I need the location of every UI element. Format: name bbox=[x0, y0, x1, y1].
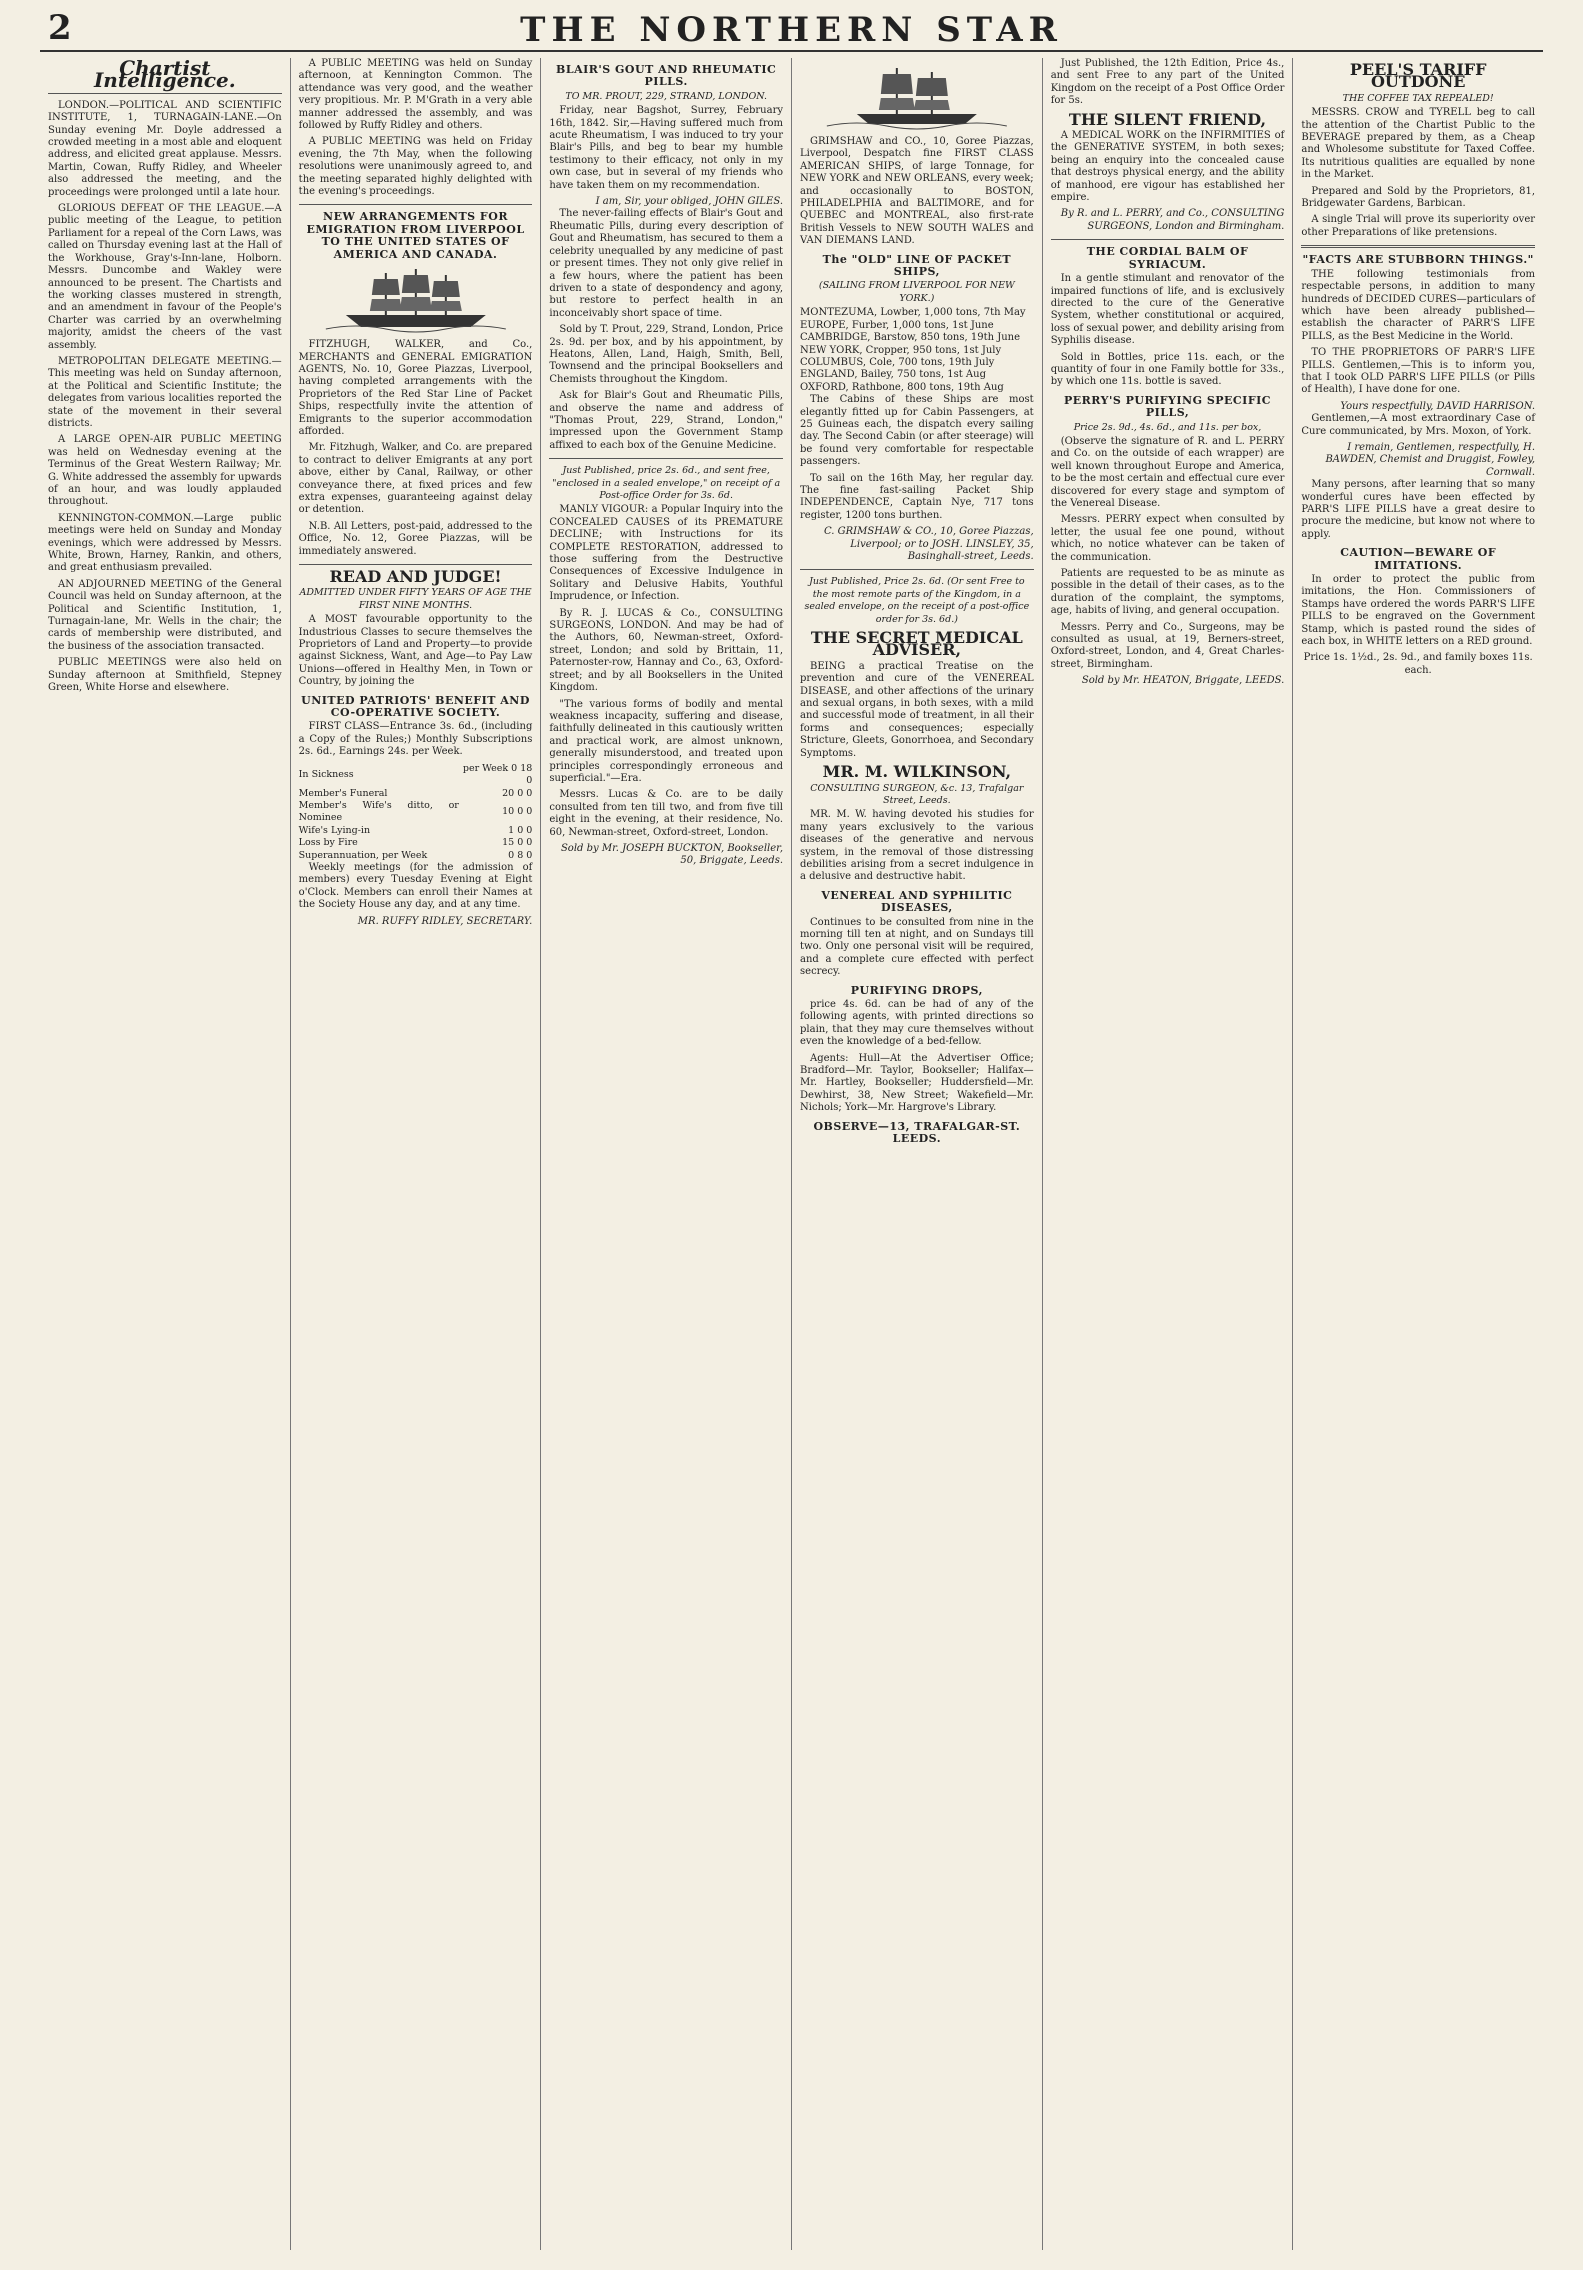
table-row: Loss by Fire 15 0 0 bbox=[298, 837, 533, 849]
article-paragraph: Messrs. Perry and Co., Surgeons, may be consulted as usual, at 19, Berners-street, Oxford-street, London, and 4, Great Charles-street, Birmingham. bbox=[1050, 621, 1285, 670]
column-5 bbox=[1043, 58, 1294, 2250]
article-paragraph: GRIMSHAW and CO., 10, Goree Piazzas, Liverpool, Despatch fine FIRST CLASS AMERICAN SHIPS, of large Tonnage, for NEW YORK and NEW ORLEANS, every week; and occasionally to BOSTON, PHILADELPHIA and BALTIMORE, and for QUEBEC and MONTREAL, also first-rate British Vessels to NEW SOUTH WALES and VAN DIEMANS LAND. bbox=[800, 136, 1034, 247]
ad-footer: Price 1s. 1½d., 2s. 9d., and family boxes 11s. each. bbox=[1303, 652, 1533, 676]
ad-heading: VENEREAL AND SYPHILITIC DISEASES, bbox=[821, 888, 1013, 915]
ad-subheading: TO MR. PROUT, 229, STRAND, LONDON. bbox=[565, 90, 767, 102]
article-paragraph: TO THE PROPRIETORS OF PARR'S LIFE PILLS. Gentlemen,—This is to inform you, that I took OLD PARR'S LIFE PILLS (or Pills of Health), I have done for one. bbox=[1301, 347, 1536, 396]
article-paragraph: Ask for Blair's Gout and Rheumatic Pills, and observe the name and address of "Thomas Prout, 229, Strand, London," impressed upon the Government Stamp affixed to each box of the Genuine Medicine. bbox=[549, 390, 784, 451]
article-paragraph: GLORIOUS DEFEAT OF THE LEAGUE.—A public meeting of the League, to petition Parliament for a repeal of the Corn Laws, was called on Thursday evening last at the Hall of the Workhouse, Gray's-Inn-lane, Holborn. Messrs. Duncombe and Wakley were announced to be present. The Chartists and the working classes mustered in strength, and an amendment in favour of the People's Charter was carried by an overwhelming majority, amidst the cheers of the vast assembly. bbox=[48, 203, 282, 351]
ad-heading: THE SILENT FRIEND, bbox=[1068, 109, 1267, 129]
signature: By R. and L. PERRY, and Co., CONSULTING SURGEONS, London and Birmingham. bbox=[1060, 208, 1285, 232]
article-paragraph: Gentlemen,—A most extraordinary Case of Cure communicated, by Mrs. Moxon, of York. bbox=[1301, 413, 1536, 437]
article-paragraph: Continues to be consulted from nine in the morning till ten at night, and on Sundays till two. Only one personal visit will be required, and a complete cure effected with perfect secrecy. bbox=[800, 916, 1034, 978]
signature: Yours respectfully, DAVID HARRISON. bbox=[1340, 400, 1536, 412]
article-paragraph: Many persons, after learning that so many wonderful cures have been effected by PARR'S LIFE PILLS have a great desire to procure the medicine, but know not where to apply. bbox=[1301, 479, 1536, 540]
column-2 bbox=[291, 58, 542, 2250]
article-paragraph: By R. J. LUCAS & Co., CONSULTING SURGEONS, LONDON. And may be had of the Authors, 60, Newman-street, Oxford-street, London; and sold by Brittain, 11, Paternoster-row, Hannay and Co., 63, Oxford-street; and by all Booksellers in the United Kingdom. bbox=[549, 607, 784, 694]
article-paragraph: Patients are requested to be as minute as possible in the detail of their cases, as to the duration of the complaint, the symptoms, age, habits of living, and general occupation. bbox=[1050, 568, 1285, 617]
column-4 bbox=[792, 58, 1043, 2250]
divider bbox=[1301, 245, 1535, 248]
table-row: Superannuation, per Week 0 8 0 bbox=[298, 849, 533, 861]
ad-heading: CAUTION—BEWARE OF IMITATIONS. bbox=[1340, 546, 1497, 572]
article-paragraph: AN ADJOURNED MEETING of the General Council was held on Sunday afternoon, at the Political and Scientific Institution, 1, Turnagain-lane, Mr. Wells in the chair; the cards of membership were distributed, and the business of the association transacted. bbox=[48, 578, 282, 652]
divider bbox=[800, 569, 1034, 570]
ad-heading: The "OLD" LINE OF PACKET SHIPS, bbox=[822, 252, 1012, 279]
article-paragraph: LONDON.—POLITICAL AND SCIENTIFIC INSTITUTE, 1, TURNAGAIN-LANE.—On Sunday evening Mr. Doyle addressed a crowded meeting in a most able and eloquent address, and elicited great applause. Messrs. Martin, Cowan, Ruffy Ridley, and Wheeler also addressed the meeting, and the proceedings were prolonged until a late hour. bbox=[48, 99, 282, 198]
article-paragraph: THE following testimonials from respectable persons, in addition to many hundreds of DECIDED CURES—particulars of which have been already published—establish the character of PARR'S LIFE PILLS, as the Best Medicine in the World. bbox=[1301, 268, 1536, 342]
page-number: 2 bbox=[48, 8, 72, 48]
list-item: NEW YORK, Cropper, 950 tons, 1st July bbox=[800, 344, 1002, 356]
article-paragraph: In a gentle stimulant and renovator of the impaired functions of life, and is exclusively directed to the cure of the Generative System, whether constitutional or acquired, loss of sexual power, and debility arising from Syphilis disease. bbox=[1050, 273, 1285, 347]
sailing-ship-illustration bbox=[800, 62, 1034, 132]
article-paragraph: N.B. All Letters, post-paid, addressed to the Office, No. 12, Goree Piazzas, will be immediately answered. bbox=[298, 520, 533, 557]
signature: I am, Sir, your obliged, JOHN GILES. bbox=[595, 196, 784, 208]
article-paragraph: Sold in Bottles, price 11s. each, or the quantity of four in one Family bottle for 33s., by which one 11s. bottle is saved. bbox=[1050, 351, 1285, 388]
article-paragraph: KENNINGTON-COMMON.—Large public meetings were held on Sunday and Monday evenings, which were addressed by Messrs. White, Brown, Harney, Rankin, and others, and great enthusiasm prevailed. bbox=[48, 512, 282, 574]
article-paragraph: Weekly meetings (for the admission of members) every Tuesday Evening at Eight o'Clock. Members can enroll their Names at the Society House any day, and at any time. bbox=[298, 861, 533, 911]
ship-list bbox=[800, 307, 1034, 394]
article-paragraph: Just Published, the 12th Edition, Price 4s., and sent Free to any part of the United Kingdom on the receipt of a Post Office Order for 5s. bbox=[1050, 58, 1285, 107]
ad-heading: PERRY'S PURIFYING SPECIFIC PILLS, bbox=[1064, 393, 1272, 420]
ad-heading: THE SECRET MEDICAL ADVISER, bbox=[810, 628, 1023, 660]
article-paragraph: A single Trial will prove its superiority over other Preparations of like pretensions. bbox=[1301, 214, 1536, 238]
ad-subheading: CONSULTING SURGEON, &c. 13, Trafalgar Street, Leeds. bbox=[810, 782, 1024, 806]
signature: Sold by Mr. HEATON, Briggate, LEEDS. bbox=[1081, 675, 1285, 687]
signature: C. GRIMSHAW & CO., 10, Goree Piazzas, Liverpool; or to JOSH. LINSLEY, 35, Basinghall-street, Leeds. bbox=[824, 526, 1034, 562]
ad-heading: "FACTS ARE STUBBORN THINGS." bbox=[1302, 253, 1534, 267]
article-paragraph: Prepared and Sold by the Proprietors, 81, Bridgewater Gardens, Barbican. bbox=[1301, 185, 1536, 210]
ad-subheading: ADMITTED UNDER FIFTY YEARS OF AGE THE FIRST NINE MONTHS. bbox=[299, 587, 532, 611]
section-title: Chartist Intelligence. bbox=[93, 58, 236, 93]
table-row: Wife's Lying-in 1 0 0 bbox=[298, 824, 533, 836]
ad-heading: UNITED PATRIOTS' BENEFIT AND CO-OPERATIVE SOCIETY. bbox=[301, 693, 530, 720]
article-paragraph: price 4s. 6d. can be had of any of the following agents, with printed directions so plain, that they may cure themselves without even the knowledge of a bed-fellow. bbox=[800, 999, 1034, 1048]
column-3 bbox=[541, 58, 792, 2250]
newspaper-title: THE NORTHERN STAR bbox=[520, 10, 1063, 50]
article-paragraph: Mr. Fitzhugh, Walker, and Co. are prepared to contract to deliver Emigrants at any port above, either by Canal, Railway, or other conveyance there, at fixed prices and few extra expenses, guaranteeing against delay or detention. bbox=[298, 442, 533, 516]
article-paragraph: MR. M. W. having devoted his studies for many years exclusively to the various diseases of the generative and nervous system, in the removal of those distressing debilities arising from a secret indulgence in a delusive and destructive habit. bbox=[800, 809, 1034, 883]
article-paragraph: In order to protect the public from imitations, the Hon. Commissioners of Stamps have ordered the words PARR'S LIFE PILLS to be engraved on the Government Stamp, which is pasted round the sides of each box, in WHITE letters on a RED ground. bbox=[1301, 574, 1536, 648]
article-paragraph: (Observe the signature of R. and L. PERRY and Co. on the outside of each wrapper) are well known throughout Europe and America, to be the most certain and effectual cure ever discovered for every stage and symptom of the Venereal Disease. bbox=[1050, 435, 1285, 509]
article-paragraph: FITZHUGH, WALKER, and Co., MERCHANTS and GENERAL EMIGRATION AGENTS, No. 10, Goree Piazzas, Liverpool, having completed arrangements with the Proprietors of the Red Star Line of Packet Ships, respectfully invite the attention of Emigrants to the superior accommodation afforded. bbox=[298, 339, 533, 437]
signature: MR. RUFFY RIDLEY, SECRETARY. bbox=[357, 915, 533, 927]
article-paragraph: Agents: Hull—At the Advertiser Office; Bradford—Mr. Taylor, Bookseller; Halifax—Mr. Hartley, Bookseller; Huddersfield—Mr. Dewhirst, 38, New Street; Wakefield—Mr. Nichols; York—Mr. Hargrove's Library. bbox=[800, 1052, 1034, 1114]
article-paragraph: Friday, near Bagshot, Surrey, February 16th, 1842. Sir,—Having suffered much from acute Rheumatism, I was induced to try your Blair's Pills, and beg to bear my humble testimony to their efficacy, not only in my own case, but in several of my friends who have taken them on my recommendation. bbox=[549, 105, 784, 191]
list-item: COLUMBUS, Cole, 700 tons, 19th July bbox=[800, 356, 995, 368]
list-item: OXFORD, Rathbone, 800 tons, 19th Aug bbox=[800, 381, 1004, 393]
ad-subheading: Just Published, price 2s. 6d., and sent free, "enclosed in a sealed envelope," on receipt of a Post-office Order for 3s. 6d. bbox=[552, 465, 781, 501]
article-paragraph: MANLY VIGOUR: a Popular Inquiry into the CONCEALED CAUSES of its PREMATURE DECLINE; with Instructions for its COMPLETE RESTORATION, addressed to those suffering from the Destructive Consequences of Excessive Indulgence in Solitary and Delusive Habits, Youthful Imprudence, or Infection. bbox=[549, 504, 784, 603]
ad-heading: THE CORDIAL BALM OF SYRIACUM. bbox=[1086, 245, 1249, 271]
article-paragraph: PUBLIC MEETINGS were also held on Sunday afternoon at Smithfield, Stepney Green, White Horse and elsewhere. bbox=[48, 657, 282, 694]
article-paragraph: Sold by T. Prout, 229, Strand, London, Price 2s. 9d. per box, and by his appointment, by Heatons, Allen, Land, Haigh, Smith, Bell, Townsend and the principal Booksellers and Chemists throughout the Kingdom. bbox=[549, 324, 784, 385]
list-item: MONTEZUMA, Lowber, 1,000 tons, 7th May bbox=[800, 307, 1026, 319]
article-paragraph: Messrs. Lucas & Co. are to be daily consulted from ten till two, and from five till eight in the evening, at their residence, No. 60, Newman-street, Oxford-street, London. bbox=[549, 789, 784, 838]
ad-subheading: (SAILING FROM LIVERPOOL FOR NEW YORK.) bbox=[818, 280, 1015, 304]
ad-footer: OBSERVE—13, TRAFALGAR-ST. LEEDS. bbox=[813, 1119, 1021, 1146]
article-paragraph: "The various forms of bodily and mental weakness incapacity, suffering and disease, faithfully delineated in this cautiously written and practical work, are almost unknown, generally misunderstood, and treated upon principles correspondingly erroneous and superficial."—Era. bbox=[549, 698, 784, 784]
divider bbox=[549, 458, 783, 459]
article-paragraph: A MOST favourable opportunity to the Industrious Classes to secure themselves the Proprietors of Land and Property—to provide against Sickness, Want, and Age—to Pay Law Unions—offered in Healthy Men, in Town or Country, by joining the bbox=[298, 614, 533, 688]
article-paragraph: BEING a practical Treatise on the prevention and cure of the VENEREAL DISEASE, and other affections of the urinary and sexual organs, in both sexes, with a mild and successful mode of treatment, in all their forms and consequences; especially Stricture, Gleets, Gonorrhoea, and Secondary Symptoms. bbox=[800, 660, 1034, 759]
benefits-table bbox=[299, 763, 533, 862]
divider bbox=[1051, 239, 1285, 240]
ad-heading: READ AND JUDGE! bbox=[329, 567, 502, 586]
article-paragraph: MESSRS. CROW and TYRELL beg to call the attention of the Chartist Public to the BEVERAGE prepared by them, as a Cheap and Wholesome substitute for Taxed Coffee. Its nutritious qualities are equalled by none in the Market. bbox=[1301, 107, 1536, 181]
ad-heading: PURIFYING DROPS, bbox=[850, 983, 983, 997]
article-paragraph: A PUBLIC MEETING was held on Sunday afternoon, at Kennington Common. The attendance was very good, and the weather very propitious. Mr. P. M'Grath in a very able manner addressed the assembly, and was followed by Ruffy Ridley and others. bbox=[298, 58, 533, 132]
list-item: CAMBRIDGE, Barstow, 850 tons, 19th June bbox=[800, 332, 1021, 344]
list-item: EUROPE, Furber, 1,000 tons, 1st June bbox=[800, 319, 994, 331]
list-item: ENGLAND, Bailey, 750 tons, 1st Aug bbox=[800, 369, 986, 381]
article-paragraph: METROPOLITAN DELEGATE MEETING.—This meeting was held on Sunday afternoon, at the Political and Scientific Institute; the delegates from various localities reported the state of the movement in their several districts. bbox=[48, 355, 282, 429]
article-paragraph: To sail on the 16th May, her regular day. The fine fast-sailing Packet Ship INDEPENDENCE, Captain Nye, 717 tons register, 1200 tons burthen. bbox=[800, 472, 1034, 521]
ad-heading: NEW ARRANGEMENTS FOR EMIGRATION FROM LIVERPOOL TO THE UNITED STATES OF AMERICA AND CANADA. bbox=[306, 210, 525, 261]
article-paragraph: The Cabins of these Ships are most elegantly fitted up for Cabin Passengers, at 25 Guineas each, the dispatch every sailing day. The Second Cabin (or after steerage) will be found very comfortable for respectable passengers. bbox=[800, 394, 1034, 468]
table-row: In Sickness per Week 0 18 0 bbox=[298, 762, 533, 787]
column-6 bbox=[1293, 58, 1543, 2250]
article-paragraph: A LARGE OPEN-AIR PUBLIC MEETING was held on Wednesday evening at the Terminus of the Great Western Railway; Mr. G. White addressed the assembly for upwards of an hour, and was loudly applauded throughout. bbox=[48, 434, 282, 508]
table-title: FIRST CLASS—Entrance 3s. 6d., (including a Copy of the Rules;) Monthly Subscriptions 2s. 6d., Earnings 24s. per Week. bbox=[298, 721, 533, 758]
divider bbox=[299, 564, 533, 565]
signature: I remain, Gentlemen, respectfully, H. BAWDEN, Chemist and Druggist, Fowley, Cornwall. bbox=[1325, 441, 1536, 478]
masthead bbox=[40, 6, 1543, 52]
sailing-ship-illustration bbox=[299, 265, 533, 335]
ad-heading: PEEL'S TARIFF OUTDONE bbox=[1349, 60, 1487, 92]
divider bbox=[299, 204, 533, 205]
article-paragraph: A PUBLIC MEETING was held on Friday evening, the 7th May, when the following resolutions were unanimously agreed to, and the meeting separated highly delighted with the evening's proceedings. bbox=[298, 136, 533, 198]
newspaper-columns bbox=[40, 58, 1543, 2250]
article-paragraph: A MEDICAL WORK on the INFIRMITIES of the GENERATIVE SYSTEM, in both sexes; being an enquiry into the concealed cause that destroys physical energy, and the ability of manhood, ere vigour has established her empire. bbox=[1050, 130, 1285, 204]
divider bbox=[48, 93, 282, 94]
column-1 bbox=[40, 58, 291, 2250]
ad-subheading: Just Published, Price 2s. 6d. (Or sent Free to the most remote parts of the Kingdom, in a sealed envelope, on the receipt of a post-office order for 3s. 6d.) bbox=[804, 576, 1030, 625]
article-paragraph: Messrs. PERRY expect when consulted by letter, the usual fee one pound, without which, no notice whatever can be taken of the communication. bbox=[1050, 514, 1285, 563]
ad-subheading: Price 2s. 9d., 4s. 6d., and 11s. per box, bbox=[1073, 421, 1262, 433]
ad-subheading: THE COFFEE TAX REPEALED! bbox=[1342, 92, 1494, 104]
table-row: Member's Wife's ditto, or Nominee 10 0 0 bbox=[298, 799, 533, 824]
article-paragraph: The never-failing effects of Blair's Gout and Rheumatic Pills, during every description of Gout and Rheumatism, has secured to them a celebrity unequalled by any medicine of past or present times. They not only give relief in a few hours, where the patient has been driven to a state of despondency and agony, but restore to perfect health in an inconceivably short space of time. bbox=[549, 208, 784, 319]
ad-heading: MR. M. WILKINSON, bbox=[822, 762, 1012, 782]
ad-heading: BLAIR'S GOUT AND RHEUMATIC PILLS. bbox=[556, 63, 777, 89]
signature: Sold by Mr. JOSEPH BUCKTON, Bookseller, 50, Briggate, Leeds. bbox=[560, 842, 784, 867]
table-row: Member's Funeral 20 0 0 bbox=[298, 787, 533, 799]
